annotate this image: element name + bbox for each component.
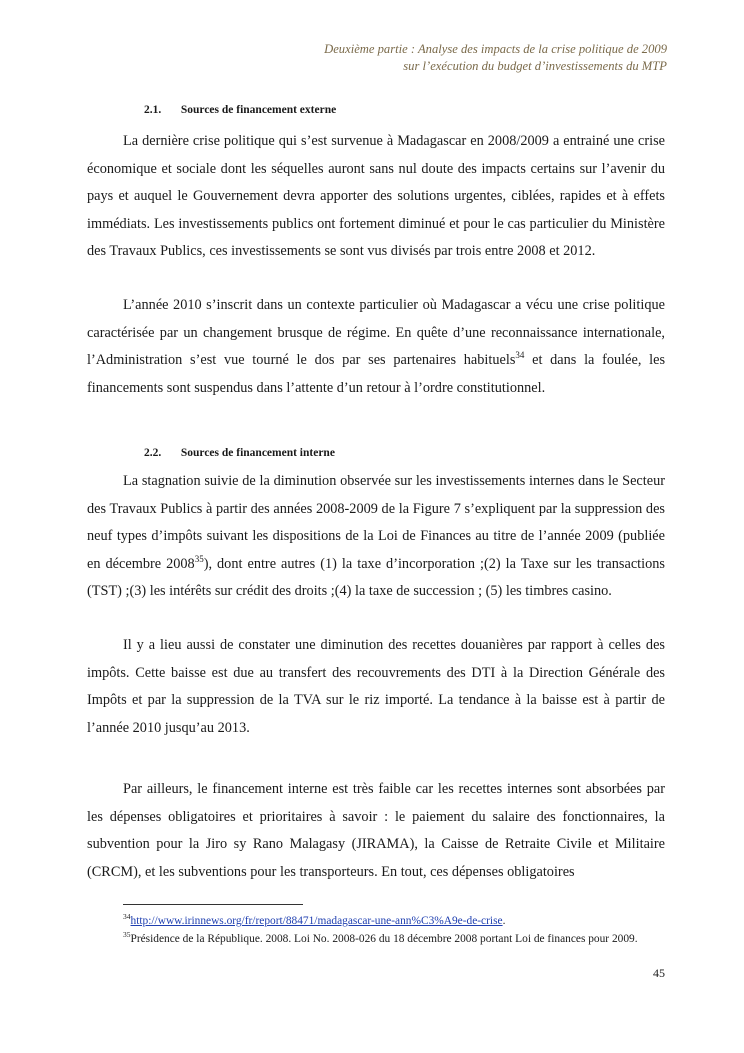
page-number: 45 xyxy=(653,966,665,980)
footnote-ref[interactable]: 35 xyxy=(194,553,204,564)
paragraph: La stagnation suivie de la diminution observée sur les investissements internes dans le Secteur des Travaux Publics à partir des années 2008-2009 de la Figure 7 s’expliquent par la suppression des neuf types d’impôts suivant les dispositions de la Loi de Finances au titre de l’année 2009 (publiée en décembre 2008$^{35}$), dont entre autres (1) la taxe d’incorporation ;(2) la Taxe sur les transactions (TST) ;(3) les intérêts sur crédit des droits ;(4) la taxe de succession ; (5) les timbres casino. xyxy=(87,473,665,599)
paragraph: La dernière crise politique qui s’est survenue à Madagascar en 2008/2009 a entrainé une crise économique et sociale dont les séquelles auront sans nul doute des impacts certains sur l’avenir du pays et auquel le Gouvernement devra apporter des solutions urgentes, ciblées, rapides et à effets immédiats. Les investissements publics ont fortement diminué et pour le cas particulier du Ministère des Travaux Publics, ces investissements se sont vus divisés par trois entre 2008 et 2012. xyxy=(87,133,665,259)
footnote-35: $^{35}$Présidence de la République. 2008. Loi No. 2008-026 du 18 décembre 2008 portant Loi de finances pour 2009. xyxy=(123,930,638,945)
section-heading-internal xyxy=(144,447,335,459)
footnote-divider xyxy=(123,904,303,905)
section-heading-external xyxy=(144,104,336,116)
paragraph: Par ailleurs, le financement interne est très faible car les recettes internes sont absorbées par les dépenses obligatoires et prioritaires à savoir : le paiement du salaire des fonctionnaires, la subvention pour la Jiro sy Rano Malagasy (JIRAMA), la Caisse de Retraite Civile et Militaire (CRCM), et les subventions pour les transporteurs. En tout, ces dépenses obligatoires xyxy=(87,781,665,880)
running-header xyxy=(107,41,667,75)
paragraph: Il y a lieu aussi de constater une diminution des recettes douanières par rapport à celles des impôts. Cette baisse est due au transfert des recouvrements des DTI à la Direction Générale des Impôts et par la suppression de la TVA sur le riz importé. La tendance à la baisse est à partir de l’année 2010 jusqu’au 2013. xyxy=(87,637,665,736)
header-line-2: sur l’exécution du budget d’investissements du MTP xyxy=(403,59,667,73)
footnote-ref[interactable]: 34 xyxy=(515,350,525,361)
footnote-link[interactable]: http://www.irinnews.org/fr/report/88471/madagascar-une-ann%C3%A9e-de-crise xyxy=(130,915,503,927)
section-number: 2.2. xyxy=(144,447,162,459)
footnote-34: $^{34}$http://www.irinnews.org/fr/report/88471/madagascar-une-ann%C3%A9e-de-crise. xyxy=(123,912,506,927)
paragraph: L’année 2010 s’inscrit dans un contexte particulier où Madagascar a vécu une crise politique caractérisée par un changement brusque de régime. En quête d’une reconnaissance internationale, l’Administration s’est vue tourné le dos par ses partenaires habituels$^{34}$ et dans la foulée, les financements sont suspendus dans l’attente d’un retour à l’ordre constitutionnel. xyxy=(87,297,666,396)
header-line-1: Deuxième partie : Analyse des impacts de la crise politique de 2009 xyxy=(324,42,667,56)
section-number: 2.1. xyxy=(144,104,162,116)
section-title: Sources de financement interne xyxy=(180,447,335,459)
section-title: Sources de financement externe xyxy=(180,104,337,116)
